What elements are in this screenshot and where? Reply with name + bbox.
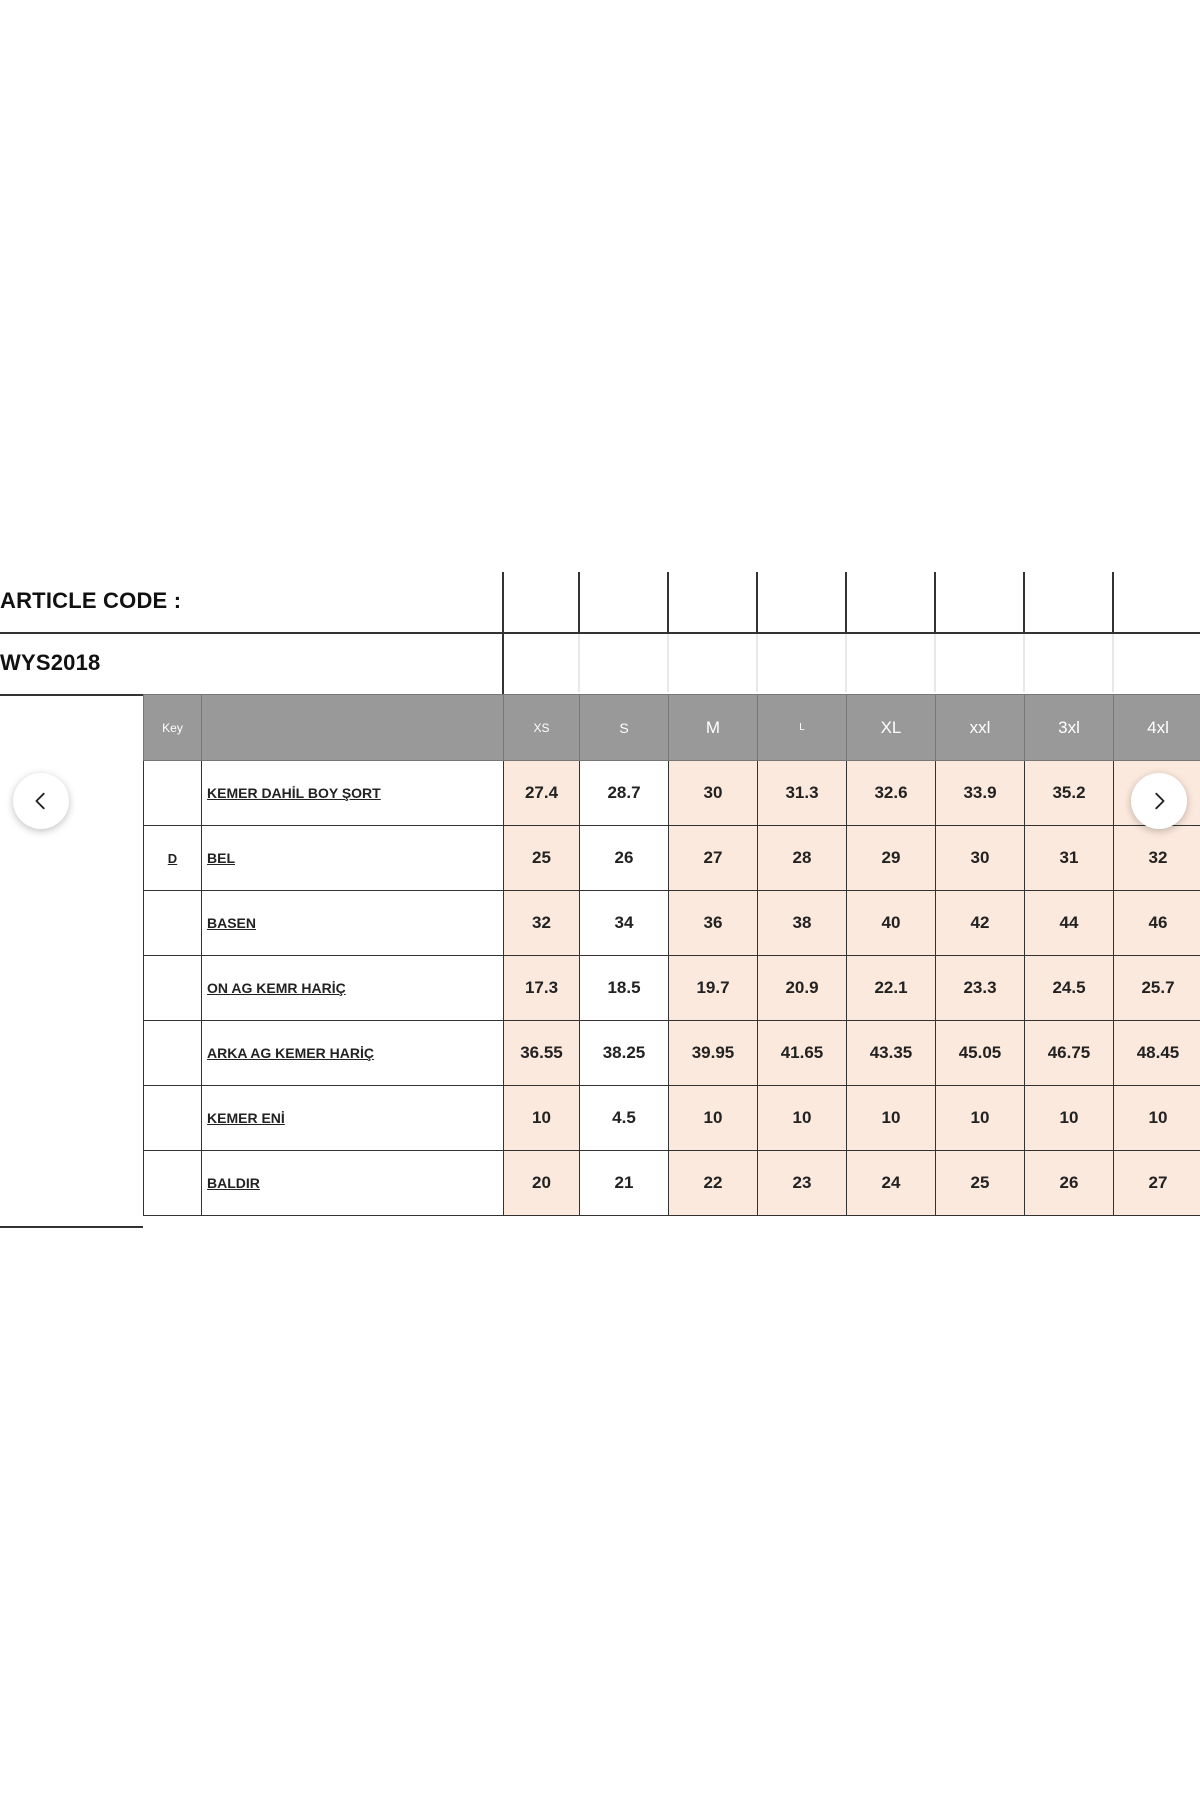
value-cell: 26 (580, 826, 669, 891)
table-row (144, 1021, 1200, 1086)
value-cell: 10 (758, 1086, 847, 1151)
value-cell: 18.5 (580, 956, 669, 1021)
value-cell: 28 (758, 826, 847, 891)
header-divider (756, 572, 758, 632)
value-cell: 42 (936, 891, 1025, 956)
value-cell: 24.5 (1025, 956, 1114, 1021)
table-row (144, 956, 1200, 1021)
previous-image-button[interactable] (13, 773, 69, 829)
table-row (144, 1151, 1200, 1216)
value-cell: 38.25 (580, 1021, 669, 1086)
value-cell: 4.5 (580, 1086, 669, 1151)
header-divider (502, 572, 504, 694)
size-header-s: S (580, 695, 669, 761)
value-cell: 27 (669, 826, 758, 891)
size-header-l: L (758, 695, 847, 761)
table-row (144, 891, 1200, 956)
value-cell: 19.7 (669, 956, 758, 1021)
value-cell: 10 (936, 1086, 1025, 1151)
value-cell: 31 (1025, 826, 1114, 891)
value-cell: 36 (669, 891, 758, 956)
header-divider (1023, 572, 1025, 632)
table-row (144, 826, 1200, 891)
header-divider (934, 634, 936, 692)
value-cell: 40 (847, 891, 936, 956)
size-header-xl: XL (847, 695, 936, 761)
article-code-value-row (0, 632, 1200, 696)
left-blank-column (0, 694, 143, 1228)
measurement-label: ARKA AG KEMER HARİÇ (202, 1021, 504, 1086)
value-cell: 31.3 (758, 761, 847, 826)
value-cell: 17.3 (504, 956, 580, 1021)
value-cell: 26 (1025, 1151, 1114, 1216)
value-cell: 27.4 (504, 761, 580, 826)
header-divider (1112, 634, 1114, 692)
value-cell: 10 (847, 1086, 936, 1151)
value-cell: 46 (1114, 891, 1200, 956)
table-header-row (144, 695, 1200, 761)
chevron-left-icon (30, 790, 52, 812)
key-column-header: Key (144, 695, 202, 761)
article-code-label: ARTICLE CODE : (0, 588, 182, 613)
header-divider (845, 634, 847, 692)
value-cell: 23.3 (936, 956, 1025, 1021)
size-chart-table (143, 694, 1200, 1216)
value-cell: 43.35 (847, 1021, 936, 1086)
header-divider (1112, 572, 1114, 632)
row-key (144, 1086, 202, 1151)
size-header-m: M (669, 695, 758, 761)
value-cell: 33.9 (936, 761, 1025, 826)
measurement-column-header (202, 695, 504, 761)
value-cell: 46.75 (1025, 1021, 1114, 1086)
chevron-right-icon (1148, 790, 1170, 812)
size-header-4xl: 4xl (1114, 695, 1200, 761)
value-cell: 22.1 (847, 956, 936, 1021)
value-cell: 20 (504, 1151, 580, 1216)
measurement-label: BASEN (202, 891, 504, 956)
header-divider (1023, 634, 1025, 692)
size-header-xxl: xxl (936, 695, 1025, 761)
header-divider (756, 634, 758, 692)
row-key (144, 891, 202, 956)
value-cell: 10 (1114, 1086, 1200, 1151)
header-divider (667, 572, 669, 632)
table-row (144, 761, 1200, 826)
value-cell: 41.65 (758, 1021, 847, 1086)
value-cell: 22 (669, 1151, 758, 1216)
value-cell: 27 (1114, 1151, 1200, 1216)
value-cell: 24 (847, 1151, 936, 1216)
article-code-row (0, 572, 1200, 634)
value-cell: 29 (847, 826, 936, 891)
table-row (144, 1086, 1200, 1151)
value-cell: 20.9 (758, 956, 847, 1021)
header-divider (578, 634, 580, 692)
measurement-label: KEMER ENİ (202, 1086, 504, 1151)
value-cell: 39.95 (669, 1021, 758, 1086)
value-cell: 23 (758, 1151, 847, 1216)
value-cell: 34 (580, 891, 669, 956)
value-cell: 32.6 (847, 761, 936, 826)
value-cell: 35.2 (1025, 761, 1114, 826)
measurement-label: KEMER DAHİL BOY ŞORT (202, 761, 504, 826)
measurement-label: BALDIR (202, 1151, 504, 1216)
value-cell: 28.7 (580, 761, 669, 826)
row-key (144, 1021, 202, 1086)
measurement-label: ON AG KEMR HARİÇ (202, 956, 504, 1021)
value-cell: 10 (1025, 1086, 1114, 1151)
next-image-button[interactable] (1131, 773, 1187, 829)
value-cell: 30 (669, 761, 758, 826)
measurement-label: BEL (202, 826, 504, 891)
row-key (144, 761, 202, 826)
value-cell: 25 (936, 1151, 1025, 1216)
value-cell: 21 (580, 1151, 669, 1216)
size-header-xs: XS (504, 695, 580, 761)
row-key (144, 1151, 202, 1216)
value-cell: 45.05 (936, 1021, 1025, 1086)
row-key (144, 956, 202, 1021)
value-cell: 44 (1025, 891, 1114, 956)
value-cell: 25 (504, 826, 580, 891)
header-divider (845, 572, 847, 632)
value-cell: 32 (504, 891, 580, 956)
header-divider (934, 572, 936, 632)
value-cell: 38 (758, 891, 847, 956)
header-divider (667, 634, 669, 692)
value-cell: 32 (1114, 826, 1200, 891)
value-cell: 10 (669, 1086, 758, 1151)
value-cell: 30 (936, 826, 1025, 891)
value-cell: 48.45 (1114, 1021, 1200, 1086)
header-divider (578, 572, 580, 632)
article-code-value: WYS2018 (0, 650, 101, 675)
size-header-3xl: 3xl (1025, 695, 1114, 761)
value-cell: 25.7 (1114, 956, 1200, 1021)
value-cell: 36.55 (504, 1021, 580, 1086)
value-cell: 10 (504, 1086, 580, 1151)
row-key: D (144, 826, 202, 891)
